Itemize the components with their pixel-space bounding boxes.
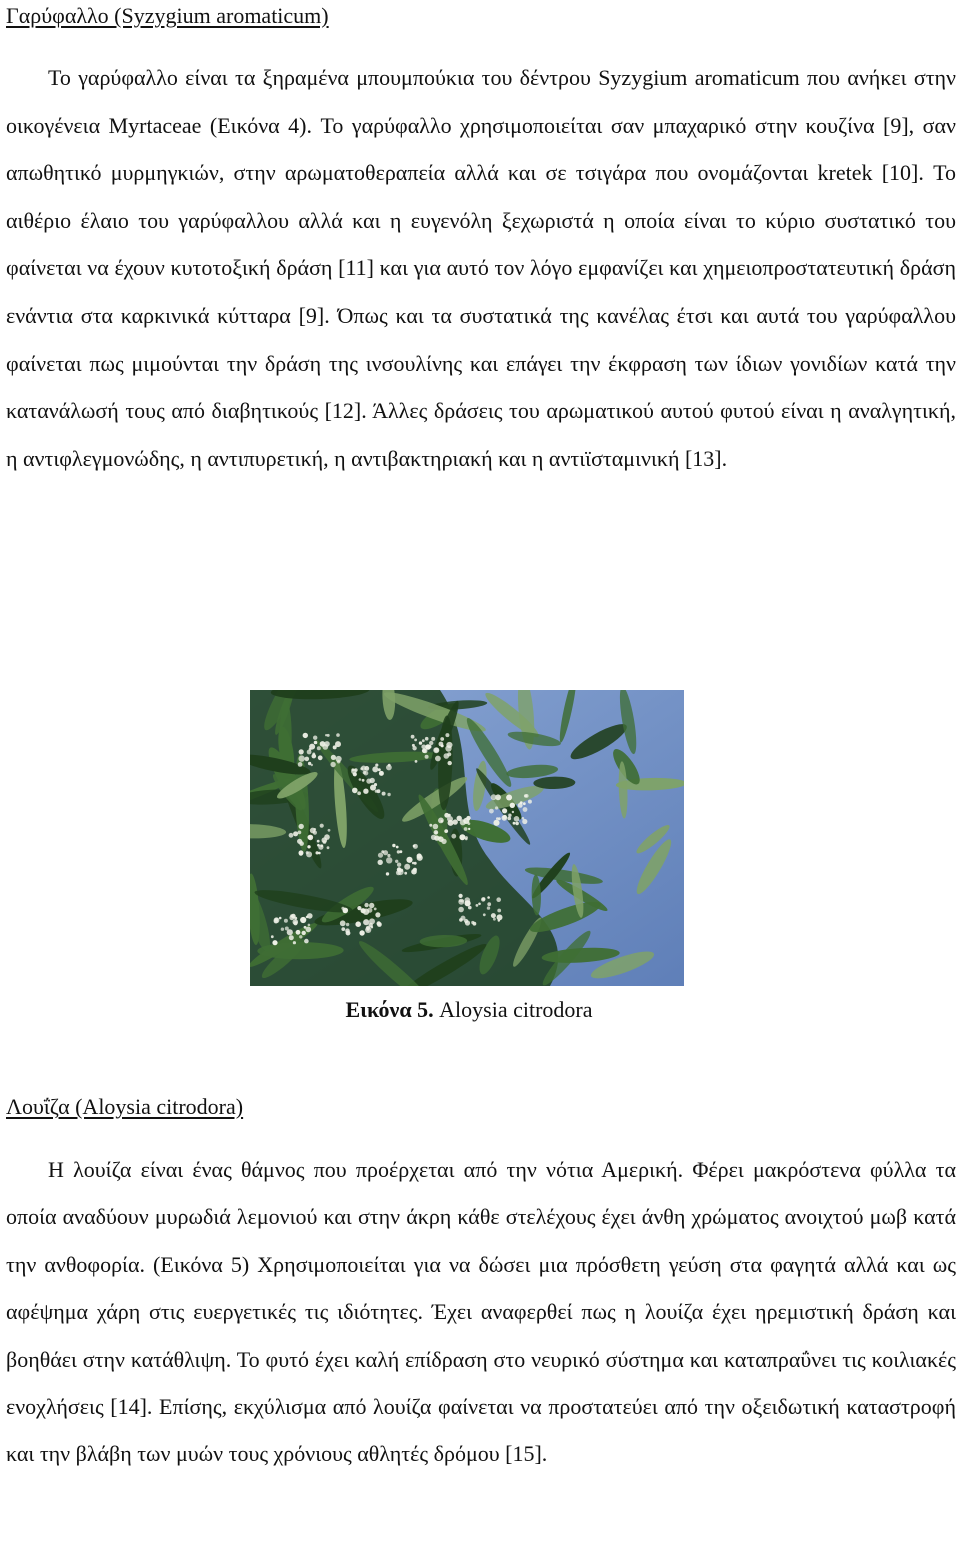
flower-dot	[305, 757, 310, 762]
flower-dot	[311, 764, 313, 766]
flower-dot	[422, 739, 425, 742]
flower-dot	[510, 803, 515, 808]
flower-dot	[465, 897, 471, 903]
flower-dot	[435, 832, 438, 835]
flower-dot	[355, 921, 361, 927]
flower-dot	[297, 839, 302, 844]
flower-dot	[337, 760, 340, 763]
flower-dot	[327, 846, 330, 849]
flower-dot	[312, 754, 317, 759]
flower-dot	[359, 930, 364, 935]
flower-dot	[440, 737, 444, 741]
flower-dot	[524, 794, 527, 797]
flower-dot	[381, 850, 384, 853]
flower-dot	[369, 918, 375, 924]
flower-dot	[379, 771, 384, 776]
flower-dot	[317, 746, 321, 750]
flower-dot	[364, 771, 369, 776]
flower-dot	[304, 926, 307, 929]
flower-dot	[320, 824, 324, 828]
flower-dot	[476, 904, 479, 907]
flower-dot	[439, 742, 444, 747]
paragraph-lemon-verbena: Η λουίζα είναι ένας θάμνος που προέρχεται από την νότια Αμερική. Φέρει μακρόστενα φύλλα τα οποία αναδύουν μυρωδιά λεμονιού και στην άκρη κάθε στελέχους έχει άνθη χρώματος ανοιχτού μωβ κατά την ανθοφορία. (Εικόνα 5) Χρησιμοποιείται για να δώσει μια πρόσθετη γεύση στα φαγητά αλλά και ως αφέψημα χάρη στις ευεργετικές τις ιδιότητες. Έχει αναφερθεί πως η λουίζα έχει ηρεμιστική δράση και βοηθάει στην κατάθλιψη. Το φυτό έχει καλή επίδραση στο νευρικό σύστημα και καταπραΰνει τις κοιλιακές ενοχλήσεις [14]. Επίσης, εκχύλισμα από λουίζα φαίνεται να προστατεύει από την οξειδωτική καταστροφή και την βλάβη των μυών τους χρόνιους αθλητές δρόμου [15].	[6, 1157, 956, 1467]
flower-dot	[487, 896, 490, 899]
flower-dot	[378, 768, 381, 771]
flower-dot	[298, 762, 303, 767]
flower-dot	[397, 863, 401, 867]
flower-dot	[435, 756, 441, 762]
figure-aloysia-photo	[250, 690, 684, 986]
flower-dot	[306, 851, 312, 857]
flower-dot	[360, 767, 363, 770]
flower-dot	[341, 927, 345, 931]
flower-dot	[396, 846, 399, 849]
flower-dot	[300, 917, 306, 923]
flower-dot	[487, 906, 490, 909]
flower-dot	[378, 860, 383, 865]
flower-dot	[317, 840, 320, 843]
flower-dot	[299, 852, 303, 856]
flower-dot	[451, 834, 456, 839]
flower-dot	[491, 913, 496, 918]
flower-dot	[370, 785, 376, 791]
flower-dot	[411, 869, 417, 875]
flower-dot	[340, 920, 346, 926]
flower-dot	[336, 733, 340, 737]
flower-dot	[386, 765, 392, 771]
flower-dot	[377, 922, 382, 927]
flower-dot	[352, 788, 358, 794]
flower-dot	[308, 924, 311, 927]
flower-dot	[309, 748, 312, 751]
flower-dot	[523, 802, 526, 805]
flower-dot	[438, 836, 444, 842]
flower-dot	[400, 869, 403, 872]
flower-dot	[318, 852, 321, 855]
flower-dot	[503, 815, 507, 819]
flower-dot	[378, 853, 383, 858]
flower-dot	[497, 909, 501, 913]
flower-dot	[314, 828, 317, 831]
flower-dot	[314, 741, 318, 745]
flower-dot	[387, 854, 390, 857]
flower-dot	[429, 824, 432, 827]
flower-dot	[397, 850, 400, 853]
flower-dot	[299, 824, 304, 829]
flower-dot	[364, 903, 368, 907]
flower-dot	[465, 920, 470, 925]
flower-dot	[302, 931, 306, 935]
flower-dot	[298, 831, 302, 835]
flower-dot	[308, 835, 312, 839]
flower-dot	[520, 802, 523, 805]
section-heading-clove: Γαρύφαλλο (Syzygium aromaticum)	[6, 3, 329, 28]
flower-dot	[483, 913, 486, 916]
flower-dot	[431, 835, 436, 840]
flower-dot	[362, 779, 365, 782]
flower-dot	[353, 772, 357, 776]
flower-dot	[514, 816, 520, 822]
flower-dot	[458, 907, 464, 913]
flower-dot	[335, 741, 341, 747]
flower-dot	[279, 917, 282, 920]
flower-dot	[506, 795, 512, 801]
flower-dot	[304, 939, 309, 944]
flower-dot	[447, 816, 453, 822]
flower-dot	[324, 834, 330, 840]
flower-dot	[386, 857, 392, 863]
flower-dot	[357, 791, 361, 795]
flower-dot	[370, 778, 375, 783]
flower-dot	[429, 741, 433, 745]
flower-dot	[468, 906, 472, 910]
flower-dot	[438, 818, 444, 824]
flower-dot	[371, 926, 374, 929]
flower-dot	[487, 902, 491, 906]
flower-dot	[363, 789, 368, 794]
flower-dot	[513, 822, 516, 825]
flower-dot	[320, 741, 326, 747]
flower-dot	[375, 790, 378, 793]
flower-dot	[491, 794, 497, 800]
flower-dot	[404, 872, 407, 875]
flower-dot	[448, 761, 452, 765]
flower-dot	[457, 816, 462, 821]
flower-dot	[478, 903, 481, 906]
flower-dot	[417, 855, 423, 861]
flower-dot	[415, 760, 418, 763]
flower-dot	[293, 919, 299, 925]
flower-dot	[306, 916, 309, 919]
flower-dot	[307, 845, 310, 848]
flower-dot	[318, 755, 323, 760]
flower-dot	[502, 808, 507, 813]
flower-dot	[445, 745, 451, 751]
flower-dot	[271, 935, 274, 938]
flower-dot	[489, 809, 494, 814]
flower-dot	[419, 741, 422, 744]
flower-dot	[330, 762, 335, 767]
flower-dot	[281, 928, 284, 931]
flower-dot	[458, 899, 464, 905]
flower-dot	[497, 914, 503, 920]
flower-dot	[498, 817, 501, 820]
flower-dot	[313, 831, 317, 835]
flower-dot	[496, 897, 501, 902]
flower-dot	[473, 922, 477, 926]
flower-dot	[411, 735, 415, 739]
flower-dot	[425, 755, 429, 759]
flower-dot	[498, 919, 500, 921]
flower-dot	[434, 748, 439, 753]
flower-dot	[272, 940, 277, 945]
flower-dot	[364, 766, 369, 771]
flower-dot	[465, 836, 468, 839]
flower-dot	[372, 766, 378, 772]
flower-dot	[447, 752, 451, 756]
flower-dot	[522, 819, 527, 824]
flower-dot	[461, 916, 466, 921]
caption-label: Εικόνα 5.	[345, 997, 434, 1022]
flower-dot	[369, 903, 374, 908]
flower-dot	[425, 737, 429, 741]
flower-dot	[293, 831, 298, 836]
flower-dot	[453, 819, 458, 824]
flower-dot	[274, 917, 280, 923]
flower-dot	[328, 829, 331, 832]
flower-dot	[359, 778, 362, 781]
aloysia-plant-image	[250, 690, 684, 986]
flower-dot	[382, 792, 386, 796]
flower-dot	[299, 935, 302, 938]
flower-dot	[493, 918, 496, 921]
flower-dot	[507, 817, 511, 821]
flower-dot	[413, 845, 416, 848]
flower-dot	[313, 736, 317, 740]
flower-dot	[367, 928, 370, 931]
flower-dot	[289, 935, 294, 940]
caption-text: Aloysia citrodora	[433, 997, 593, 1022]
flower-dot	[363, 919, 369, 925]
flower-dot	[289, 833, 294, 838]
flower-dot	[444, 829, 448, 833]
flower-dot	[523, 807, 528, 812]
flower-dot	[303, 733, 308, 738]
flower-dot	[428, 745, 432, 749]
flower-dot	[448, 814, 451, 817]
flower-dot	[374, 908, 377, 911]
flower-dot	[386, 872, 389, 875]
flower-dot	[508, 814, 511, 817]
flower-dot	[299, 749, 304, 754]
flower-dot	[375, 764, 378, 767]
flower-dot	[481, 897, 485, 901]
flower-dot	[464, 827, 468, 831]
flower-dot	[495, 806, 498, 809]
flower-dot	[493, 820, 499, 826]
flower-dot	[317, 844, 320, 847]
flower-dot	[392, 844, 395, 847]
flower-dot	[406, 857, 412, 863]
flower-dot	[423, 749, 428, 754]
section-heading-lemon-verbena: Λουΐζα (Aloysia citrodora)	[6, 1094, 244, 1119]
flower-dot	[433, 824, 439, 830]
flower-dot	[387, 793, 390, 796]
flower-dot	[528, 800, 532, 804]
flower-dot	[414, 862, 417, 865]
flower-dot	[459, 834, 465, 840]
flower-dot	[459, 894, 463, 898]
flower-dot	[331, 755, 336, 760]
flower-dot	[287, 929, 293, 935]
paragraph-clove: Το γαρύφαλλο είναι τα ξηραμένα μπουμπούκια του δέντρου Syzygium aromaticum που ανήκει στην οικογένεια Myrtaceae (Εικόνα 4). Το γαρύφαλλο χρησιμοποιείται σαν μπαχαρικό στην κουζίνα [9], σαν απωθητικό μυρμηγκιών, στην αρωματοθεραπεία αλλά και σε τσιγάρα που ονομάζονται kretek [10]. Το αιθέριο έλαιο του γαρύφαλλου αλλά και η ευγενόλη ξεχωριστά η οποία είναι το κύριο συστατικό του φαίνεται να έχουν κυτοτοξική δράση [11] και για αυτό τον λόγο εμφανίζει και χημειοπροστατευτική δράση ενάντια στα καρκινικά κύτταρα [9]. Όπως και τα συστατικά της κανέλας έτσι και αυτά του γαρύφαλλου φαίνεται πως μιμούνται την δράση της ινσουλίνης και επάγει την έκφραση των ίδιων γονιδίων κατά την κατανάλωσή τους από διαβητικούς [12]. Άλλες δράσεις του αρωματικού αυτού φυτού είναι η αναλγητική, η αντιφλεγμονώδης, η αντιπυρετική, η αντιβακτηριακή και η αντιϊσταμινική [13].	[6, 65, 956, 471]
flower-dot	[421, 745, 426, 750]
flower-dot	[367, 908, 372, 913]
flower-dot	[445, 733, 449, 737]
flower-dot	[284, 919, 288, 923]
flower-dot	[468, 828, 470, 830]
flower-dot	[512, 811, 514, 813]
flower-dot	[414, 739, 417, 742]
flower-dot	[515, 822, 519, 826]
flower-dot	[395, 860, 398, 863]
flower-dot	[404, 864, 410, 870]
flower-dot	[431, 737, 435, 741]
flower-dot	[468, 822, 471, 825]
figure-caption	[0, 996, 938, 1024]
flower-dot	[375, 912, 380, 917]
flower-dot	[296, 930, 301, 935]
flower-dot	[357, 906, 361, 910]
flower-dot	[343, 910, 346, 913]
flower-dot	[299, 755, 305, 761]
flower-dot	[346, 931, 351, 936]
flower-dot	[412, 746, 416, 750]
flower-dot	[327, 734, 330, 737]
flower-dot	[346, 923, 349, 926]
flower-dot	[293, 941, 296, 944]
